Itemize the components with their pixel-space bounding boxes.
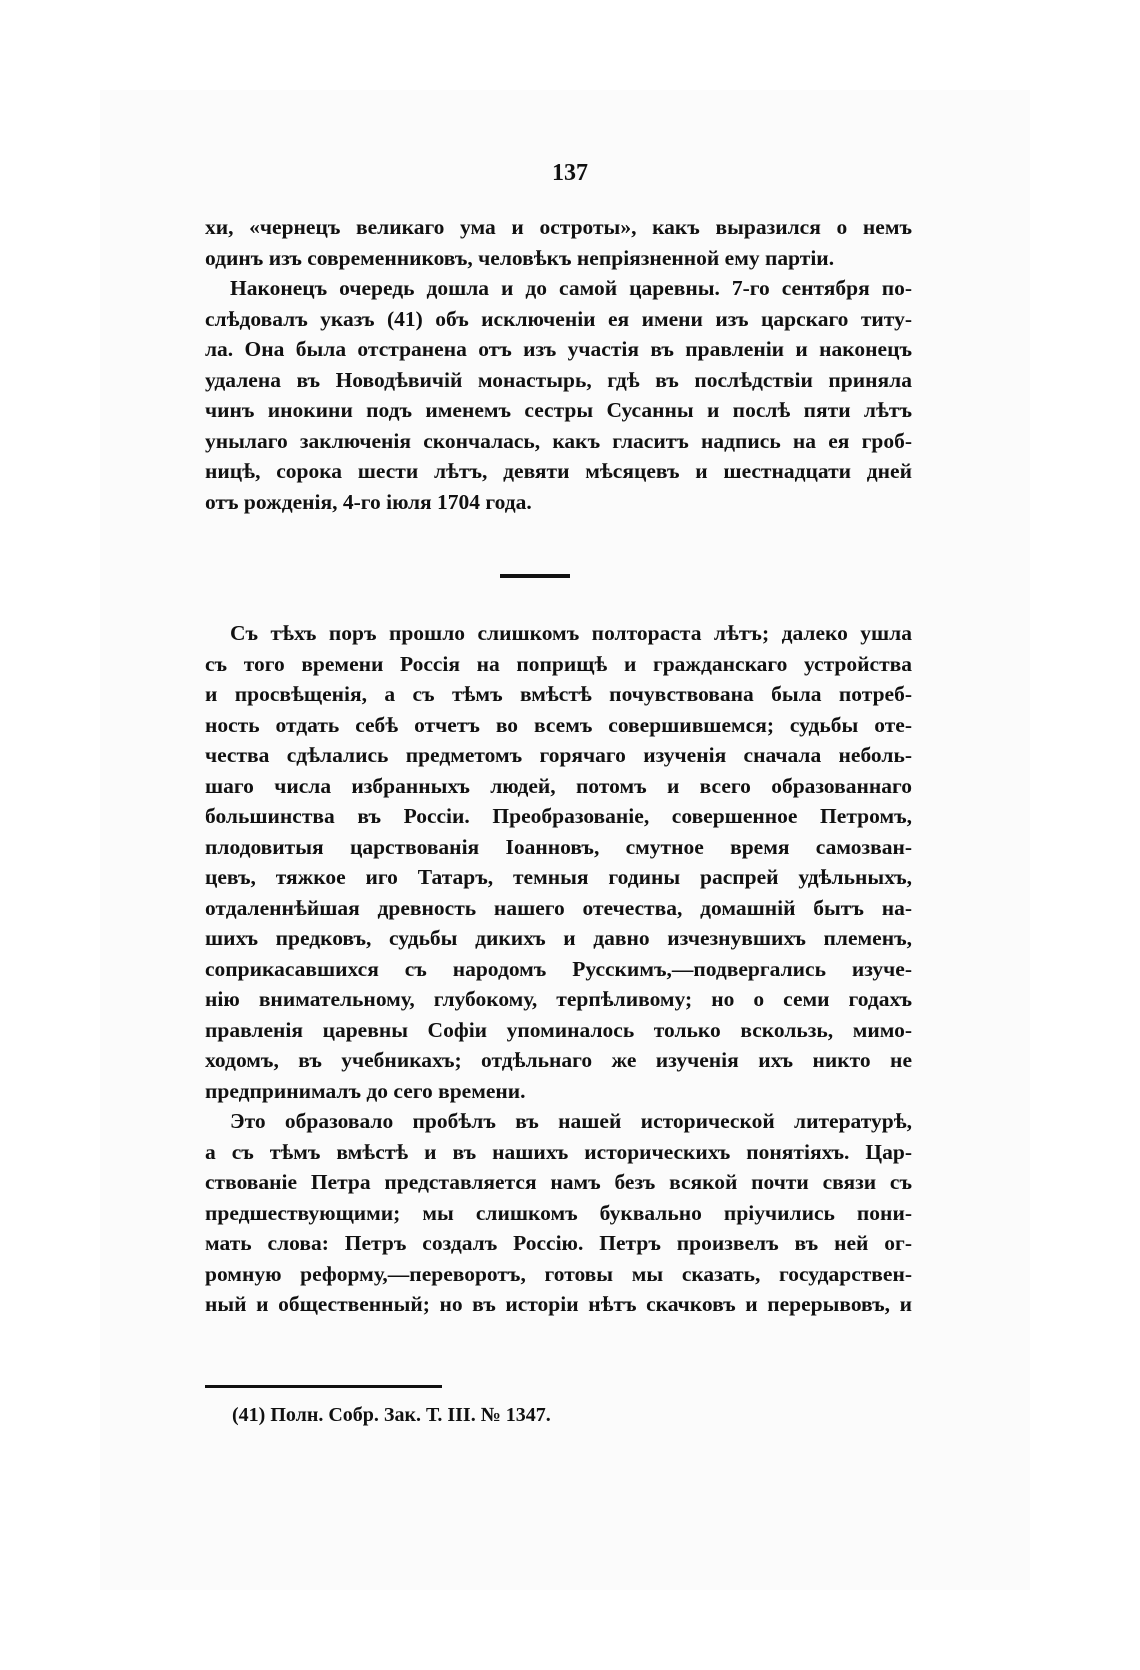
text-line: ность отдать себѣ отчетъ во всемъ совершившемся; судьбы оте-: [205, 712, 912, 737]
text-line: предпринималъ до сего времени.: [205, 1078, 526, 1103]
text-line: большинства въ Россіи. Преобразованіе, совершенное Петромъ,: [205, 804, 912, 828]
text-line: ствованіе Петра представляется намъ безъ всякой почти связи съ: [205, 1170, 912, 1194]
text-line: хи, «чернецъ великаго ума и остроты», какъ выразился о немъ: [205, 215, 912, 239]
text-line: соприкасавшихся съ народомъ Русскимъ,—подвергались изуче-: [205, 956, 912, 981]
text-line: правленія царевны Софіи упоминалось только вскользь, мимо-: [205, 1017, 912, 1042]
footnote-divider: [205, 1385, 442, 1388]
text-line: унылаго заключенія скончалась, какъ гласитъ надпись на ея гроб-: [205, 428, 912, 453]
text-line: предшествующими; мы слишкомъ буквально пріучились пони-: [205, 1200, 912, 1225]
text-line: чинъ инокини подъ именемъ сестры Сусанны и послѣ пяти лѣтъ: [205, 398, 912, 422]
text-line: а съ тѣмъ вмѣстѣ и въ нашихъ историческихъ понятіяхъ. Цар-: [205, 1139, 912, 1164]
text-line: плодовитыя царствованія Іоанновъ, смутное время самозван-: [205, 834, 912, 859]
text-line: и просвѣщенія, а съ тѣмъ вмѣстѣ почувствована была потреб-: [205, 682, 912, 706]
text-line: нію внимательному, глубокому, терпѣливому; но о семи годахъ: [205, 987, 912, 1011]
text-block-lower: [205, 618, 912, 1320]
text-line: ходомъ, въ учебникахъ; отдѣльнаго же изученія ихъ никто не: [205, 1048, 912, 1072]
text-line: шихъ предковъ, судьбы дикихъ и давно изчезнувшихъ племенъ,: [205, 926, 912, 950]
text-line: одинъ изъ современниковъ, человѣкъ непріязненной ему партіи.: [205, 245, 835, 270]
text-line: отдаленнѣйшая древность нашего отечества, домашній бытъ на-: [205, 895, 912, 920]
text-block-upper: [205, 212, 912, 517]
text-line: удалена въ Новодѣвичій монастырь, гдѣ въ послѣдствіи приняла: [205, 367, 912, 392]
text-line: отъ рожденія, 4-го іюля 1704 года.: [205, 489, 532, 514]
text-line: ла. Она была отстранена отъ изъ участія въ правленіи и наконецъ: [205, 337, 912, 361]
text-line: ницѣ, сорока шести лѣтъ, девяти мѣсяцевъ и шестнадцати дней: [205, 459, 912, 483]
text-line: чества сдѣлались предметомъ горячаго изученія сначала неболь-: [205, 743, 912, 767]
text-line: ный и общественный; но въ исторіи нѣтъ скачковъ и перерывовъ, и: [205, 1292, 912, 1316]
footnote: (41) Полн. Собр. Зак. Т. III. № 1347.: [232, 1404, 551, 1426]
text-line: Наконецъ очередь дошла и до самой царевны. 7-го сентября по-: [230, 276, 912, 300]
text-line: съ того времени Россія на поприщѣ и гражданскаго устройства: [205, 651, 912, 676]
text-line: ромную реформу,—переворотъ, готовы мы сказать, государствен-: [205, 1261, 912, 1286]
text-line: шаго числа избранныхъ людей, потомъ и всего образованнаго: [205, 773, 912, 798]
text-line: Съ тѣхъ поръ прошло слишкомъ полтораста лѣтъ; далеко ушла: [230, 621, 912, 645]
section-divider: [500, 574, 570, 578]
text-line: Это образовало пробѣлъ въ нашей исторической литературѣ,: [230, 1109, 912, 1133]
text-line: мать слова: Петръ создалъ Россію. Петръ произвелъ въ ней ог-: [205, 1231, 912, 1255]
text-line: слѣдовалъ указъ (41) объ исключеніи ея имени изъ царскаго титу-: [205, 306, 912, 331]
text-line: цевъ, тяжкое иго Татаръ, темныя годины распрей удѣльныхъ,: [205, 865, 912, 889]
page-number: 137: [552, 160, 588, 186]
